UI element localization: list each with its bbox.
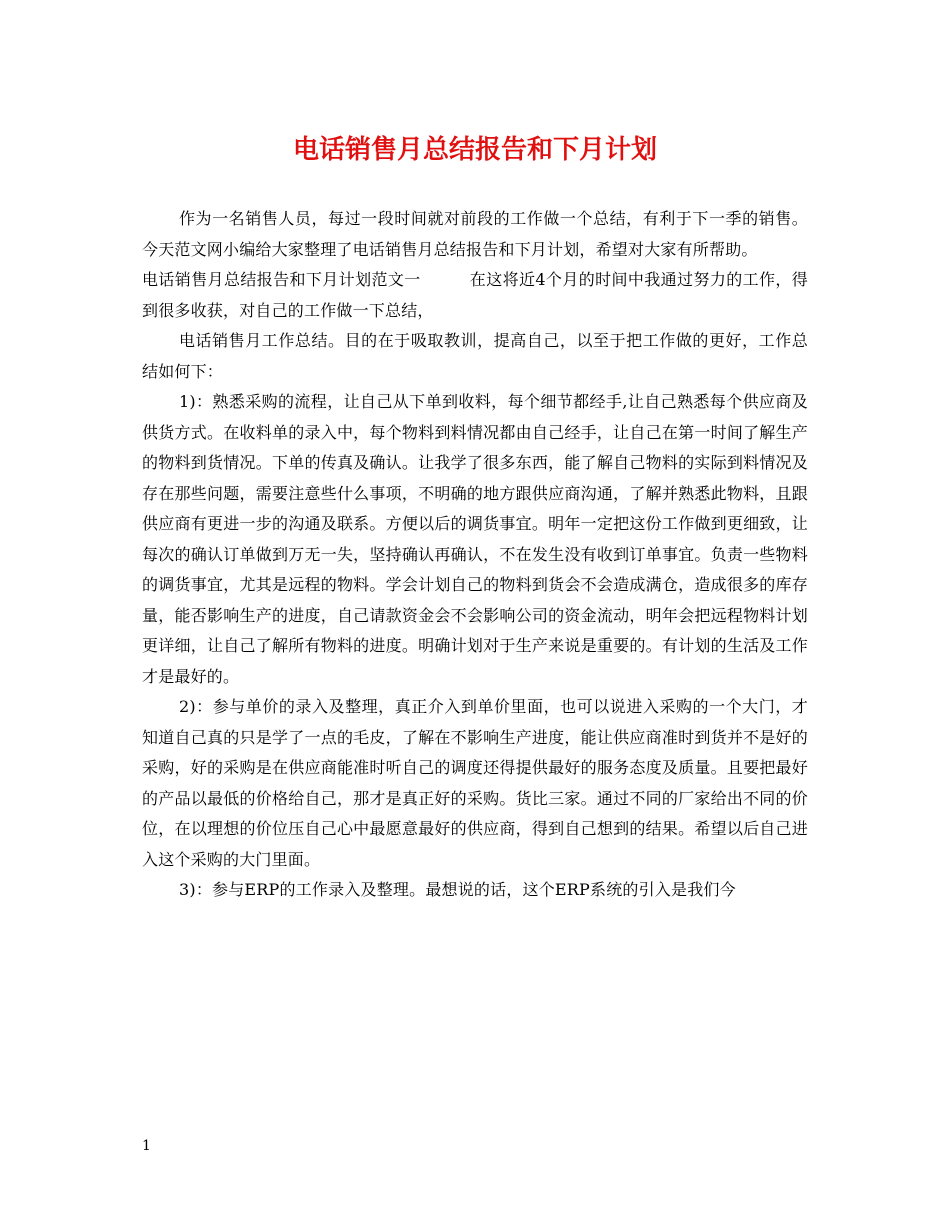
item-3-paragraph: 3)：参与ERP的工作录入及整理。最想说的话，这个ERP系统的引入是我们今 [179, 880, 736, 899]
sample-heading-paragraph: 电话销售月总结报告和下月计划范文一 在这将近4个月的时间中我通过努力的工作，得到很多收获，对自己的工作做一下总结， [142, 270, 808, 320]
summary-purpose-paragraph: 电话销售月工作总结。目的在于吸取教训，提高自己，以至于把工作做的更好，工作总结如何下： [142, 331, 808, 381]
document-title: 电话销售月总结报告和下月计划 [292, 135, 657, 165]
intro-paragraph: 作为一名销售人员，每过一段时间就对前段的工作做一个总结，有利于下一季的销售。今天范文网小编给大家整理了电话销售月总结报告和下月计划，希望对大家有所帮助。 [142, 209, 808, 259]
item-1-paragraph: 1)：熟悉采购的流程，让自己从下单到收料，每个细节都经手,让自己熟悉每个供应商及供货方式。在收料单的录入中，每个物料到料情况都由自己经手，让自己在第一时间了解生产的物料到货情况。下单的传真及确认。让我学了很多东西，能了解自己物料的实际到料情况及存在那些问题，需要注意些什么事项，不明确的地方跟供应商沟通，了解并熟悉此物料，且跟供应商有更进一步的沟通及联系。方便以后的调货事宜。明年一定把这份工作做到更细致，让每次的确认订单做到万无一失，坚持确认再确认，不在发生没有收到订单事宜。负责一些物料的调货事宜，尤其是远程的物料。学会计划自己的物料到货会不会造成满仓，造成很多的库存量，能否影响生产的进度，自己请款资金会不会影响公司的资金流动，明年会把远程物料计划更详细，让自己了解所有物料的进度。明确计划对于生产来说是重要的。有计划的生活及工作才是最好的。 [142, 392, 808, 686]
document-body [142, 204, 808, 906]
item-2-paragraph: 2)：参与单价的录入及整理，真正介入到单价里面，也可以说进入采购的一个大门，才知道自己真的只是学了一点的毛皮，了解在不影响生产进度，能让供应商准时到货并不是好的采购，好的采购是在供应商能准时听自己的调度还得提供最好的服务态度及质量。且要把最好的产品以最低的价格给自己，那才是真正好的采购。货比三家。通过不同的厂家给出不同的价位，在以理想的价位压自己心中最愿意最好的供应商，得到自己想到的结果。希望以后自己进入这个采购的大门里面。 [142, 697, 808, 869]
page-number: 1 [142, 1138, 151, 1154]
